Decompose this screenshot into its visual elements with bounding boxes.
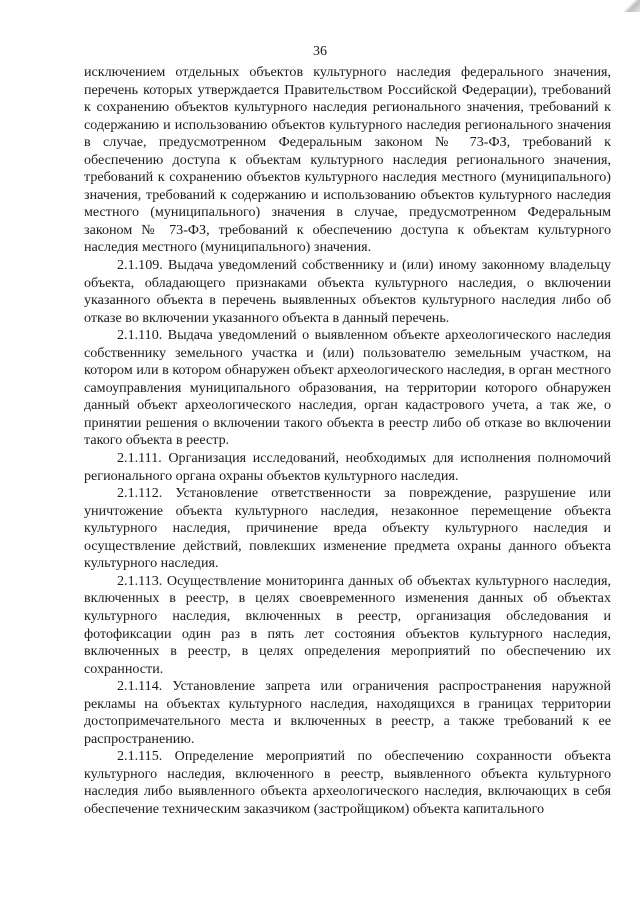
paragraph-2-1-111: 2.1.111. Организация исследований, необходимых для исполнения полномочий регионального органа охраны объектов культурного наследия. xyxy=(84,450,611,484)
paragraph-2-1-113: 2.1.113. Осуществление мониторинга данных об объектах культурного наследия, включенных в реестр, в целях своевременного изменения данных об объектах культурного наследия, включенных в реестр, организация обследования и фотофиксации один раз в пять лет состояния объектов культурного наследия, включенных в реестр, в целях определения мероприятий по обеспечению их сохранности. xyxy=(84,572,611,677)
paragraph-2-1-114: 2.1.114. Установление запрета или ограничения распространения наружной рекламы на объектах культурного наследия, находящихся в границах территории достопримечательного места и включенных в реестр, а также требований к ее распространению. xyxy=(84,678,611,747)
document-body xyxy=(84,64,611,819)
scan-corner-mark xyxy=(622,0,640,12)
page-number: 36 xyxy=(313,44,327,59)
paragraph-2-1-109: 2.1.109. Выдача уведомлений собственнику и (или) иному законному владельцу объекта, обладающего признаками объекта культурного наследия, о включении указанного объекта в перечень выявленных объектов культурного наследия либо об отказе во включении указанного объекта в данный перечень. xyxy=(84,257,611,326)
paragraph-continuation: исключением отдельных объектов культурного наследия федерального значения, перечень которых утверждается Правительством Российской Федерации), требований к сохранению объектов культурного наследия регионального значения, требований к содержанию и использованию объектов культурного наследия регионального значения в случае, предусмотренном Федеральным законом № 73-ФЗ, требований к обеспечению доступа к объектам культурного наследия регионального значения, требований к сохранению объектов культурного наследия местного (муниципального) значения, требований к содержанию и использованию объектов культурного наследия местного (муниципального) значения в случае, предусмотренном Федеральным законом № 73-ФЗ, требований к обеспечению доступа к объектам культурного наследия местного (муниципального) значения. xyxy=(84,64,611,256)
paragraph-2-1-112: 2.1.112. Установление ответственности за повреждение, разрушение или уничтожение объекта культурного наследия, незаконное перемещение объекта культурного наследия, причинение вреда объекту культурного наследия и осуществление действий, повлекших изменение предмета охраны данного объекта культурного наследия. xyxy=(84,485,611,572)
paragraph-2-1-110: 2.1.110. Выдача уведомлений о выявленном объекте археологического наследия собственнику земельного участка и (или) пользователю земельным участком, на котором или в котором обнаружен объект археологического наследия, в орган местного самоуправления муниципального образования, на территории которого обнаружен данный объект археологического наследия, орган кадастрового учета, а так же, о принятии решения о включении такого объекта в реестр либо об отказе во включении такого объекта в реестр. xyxy=(84,327,611,449)
paragraph-2-1-115: 2.1.115. Определение мероприятий по обеспечению сохранности объекта культурного наследия, включенного в реестр, выявленного объекта культурного наследия либо выявленного объекта археологического наследия, включающих в себя обеспечение техническим заказчиком (застройщиком) объекта капитального xyxy=(84,748,611,817)
